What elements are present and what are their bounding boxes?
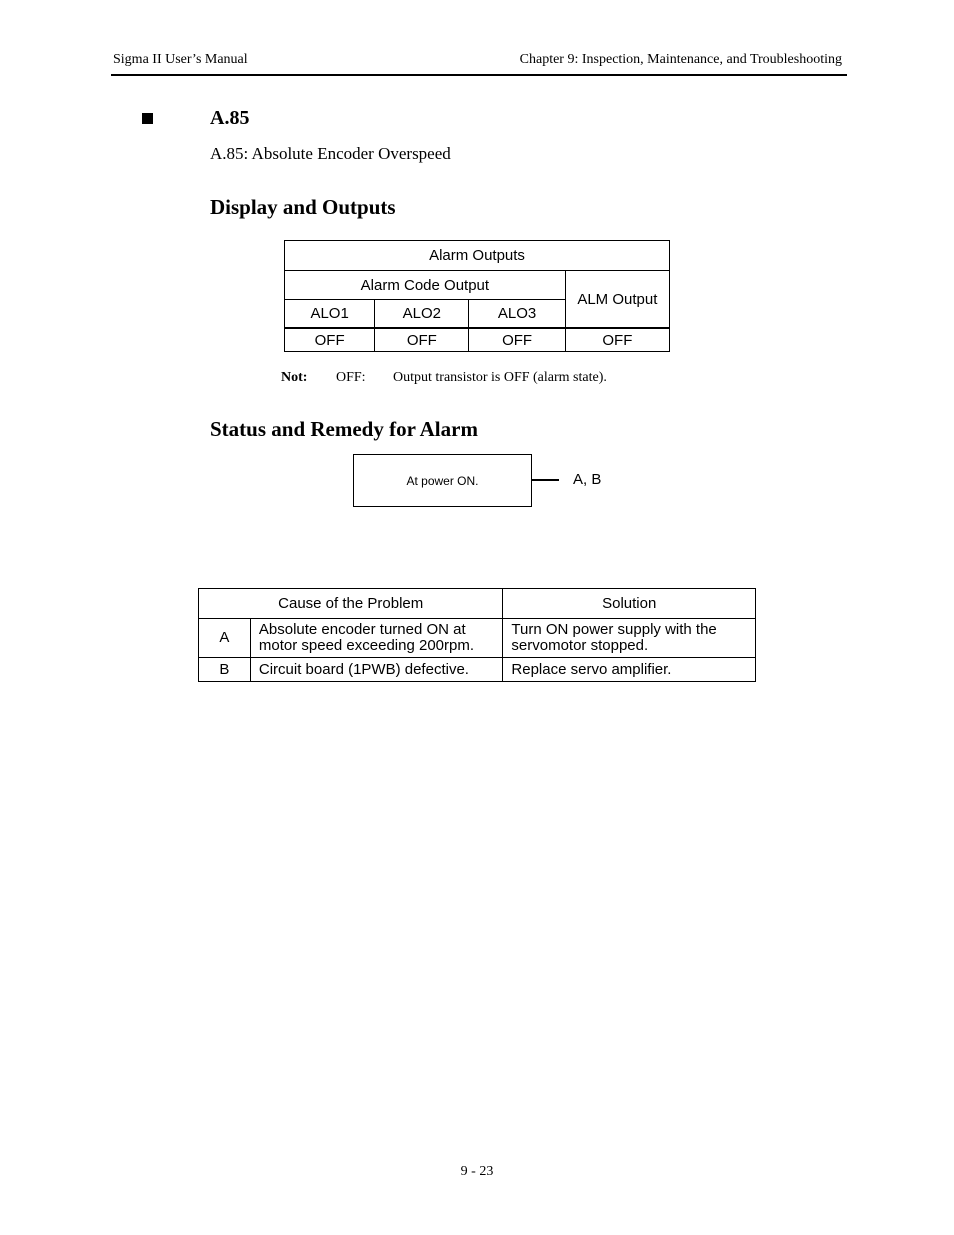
display-outputs-heading: Display and Outputs [210, 195, 396, 219]
table-row [199, 658, 756, 682]
alarm-state-box: At power ON. [353, 454, 532, 507]
row-cause: Circuit board (1PWB) defective. [250, 658, 503, 682]
cause-header: Cause of the Problem [199, 589, 503, 619]
alo2-header: ALO2 [375, 300, 469, 329]
row-id: B [199, 658, 251, 682]
note-label: Not: [281, 370, 308, 385]
alo3-value: OFF [469, 328, 565, 352]
alarm-code-output-header: Alarm Code Output [285, 271, 566, 300]
header-divider [111, 74, 847, 76]
row-cause: Absolute encoder turned ON at motor speed exceeding 200rpm. [250, 619, 503, 658]
header-chapter-title: Chapter 9: Inspection, Maintenance, and Troubleshooting [519, 52, 842, 67]
alarm-outputs-title: Alarm Outputs [285, 241, 670, 271]
page-number: 9 - 23 [460, 1164, 494, 1179]
solution-header: Solution [503, 589, 756, 619]
square-bullet-icon [142, 113, 153, 124]
row-id: A [199, 619, 251, 658]
section-title: A.85 [210, 107, 250, 129]
state-connector-line [531, 479, 559, 481]
row-solution: Turn ON power supply with the servomotor stopped. [503, 619, 756, 658]
state-cause-label: A, B [573, 471, 602, 488]
alm-output-header: ALM Output [565, 271, 669, 329]
row-solution: Replace servo amplifier. [503, 658, 756, 682]
alarm-outputs-table [284, 240, 670, 352]
header-manual-title: Sigma II User’s Manual [113, 52, 248, 67]
alm-output-value: OFF [565, 328, 669, 352]
note-text: Output transistor is OFF (alarm state). [393, 370, 607, 385]
cause-solution-table [198, 588, 756, 682]
table-row [199, 619, 756, 658]
alo1-value: OFF [285, 328, 375, 352]
alo2-value: OFF [375, 328, 469, 352]
status-remedy-heading: Status and Remedy for Alarm [210, 417, 478, 441]
alo3-header: ALO3 [469, 300, 565, 329]
note-key: OFF: [336, 370, 366, 385]
alo1-header: ALO1 [285, 300, 375, 329]
section-subtitle: A.85: Absolute Encoder Overspeed [210, 144, 451, 163]
